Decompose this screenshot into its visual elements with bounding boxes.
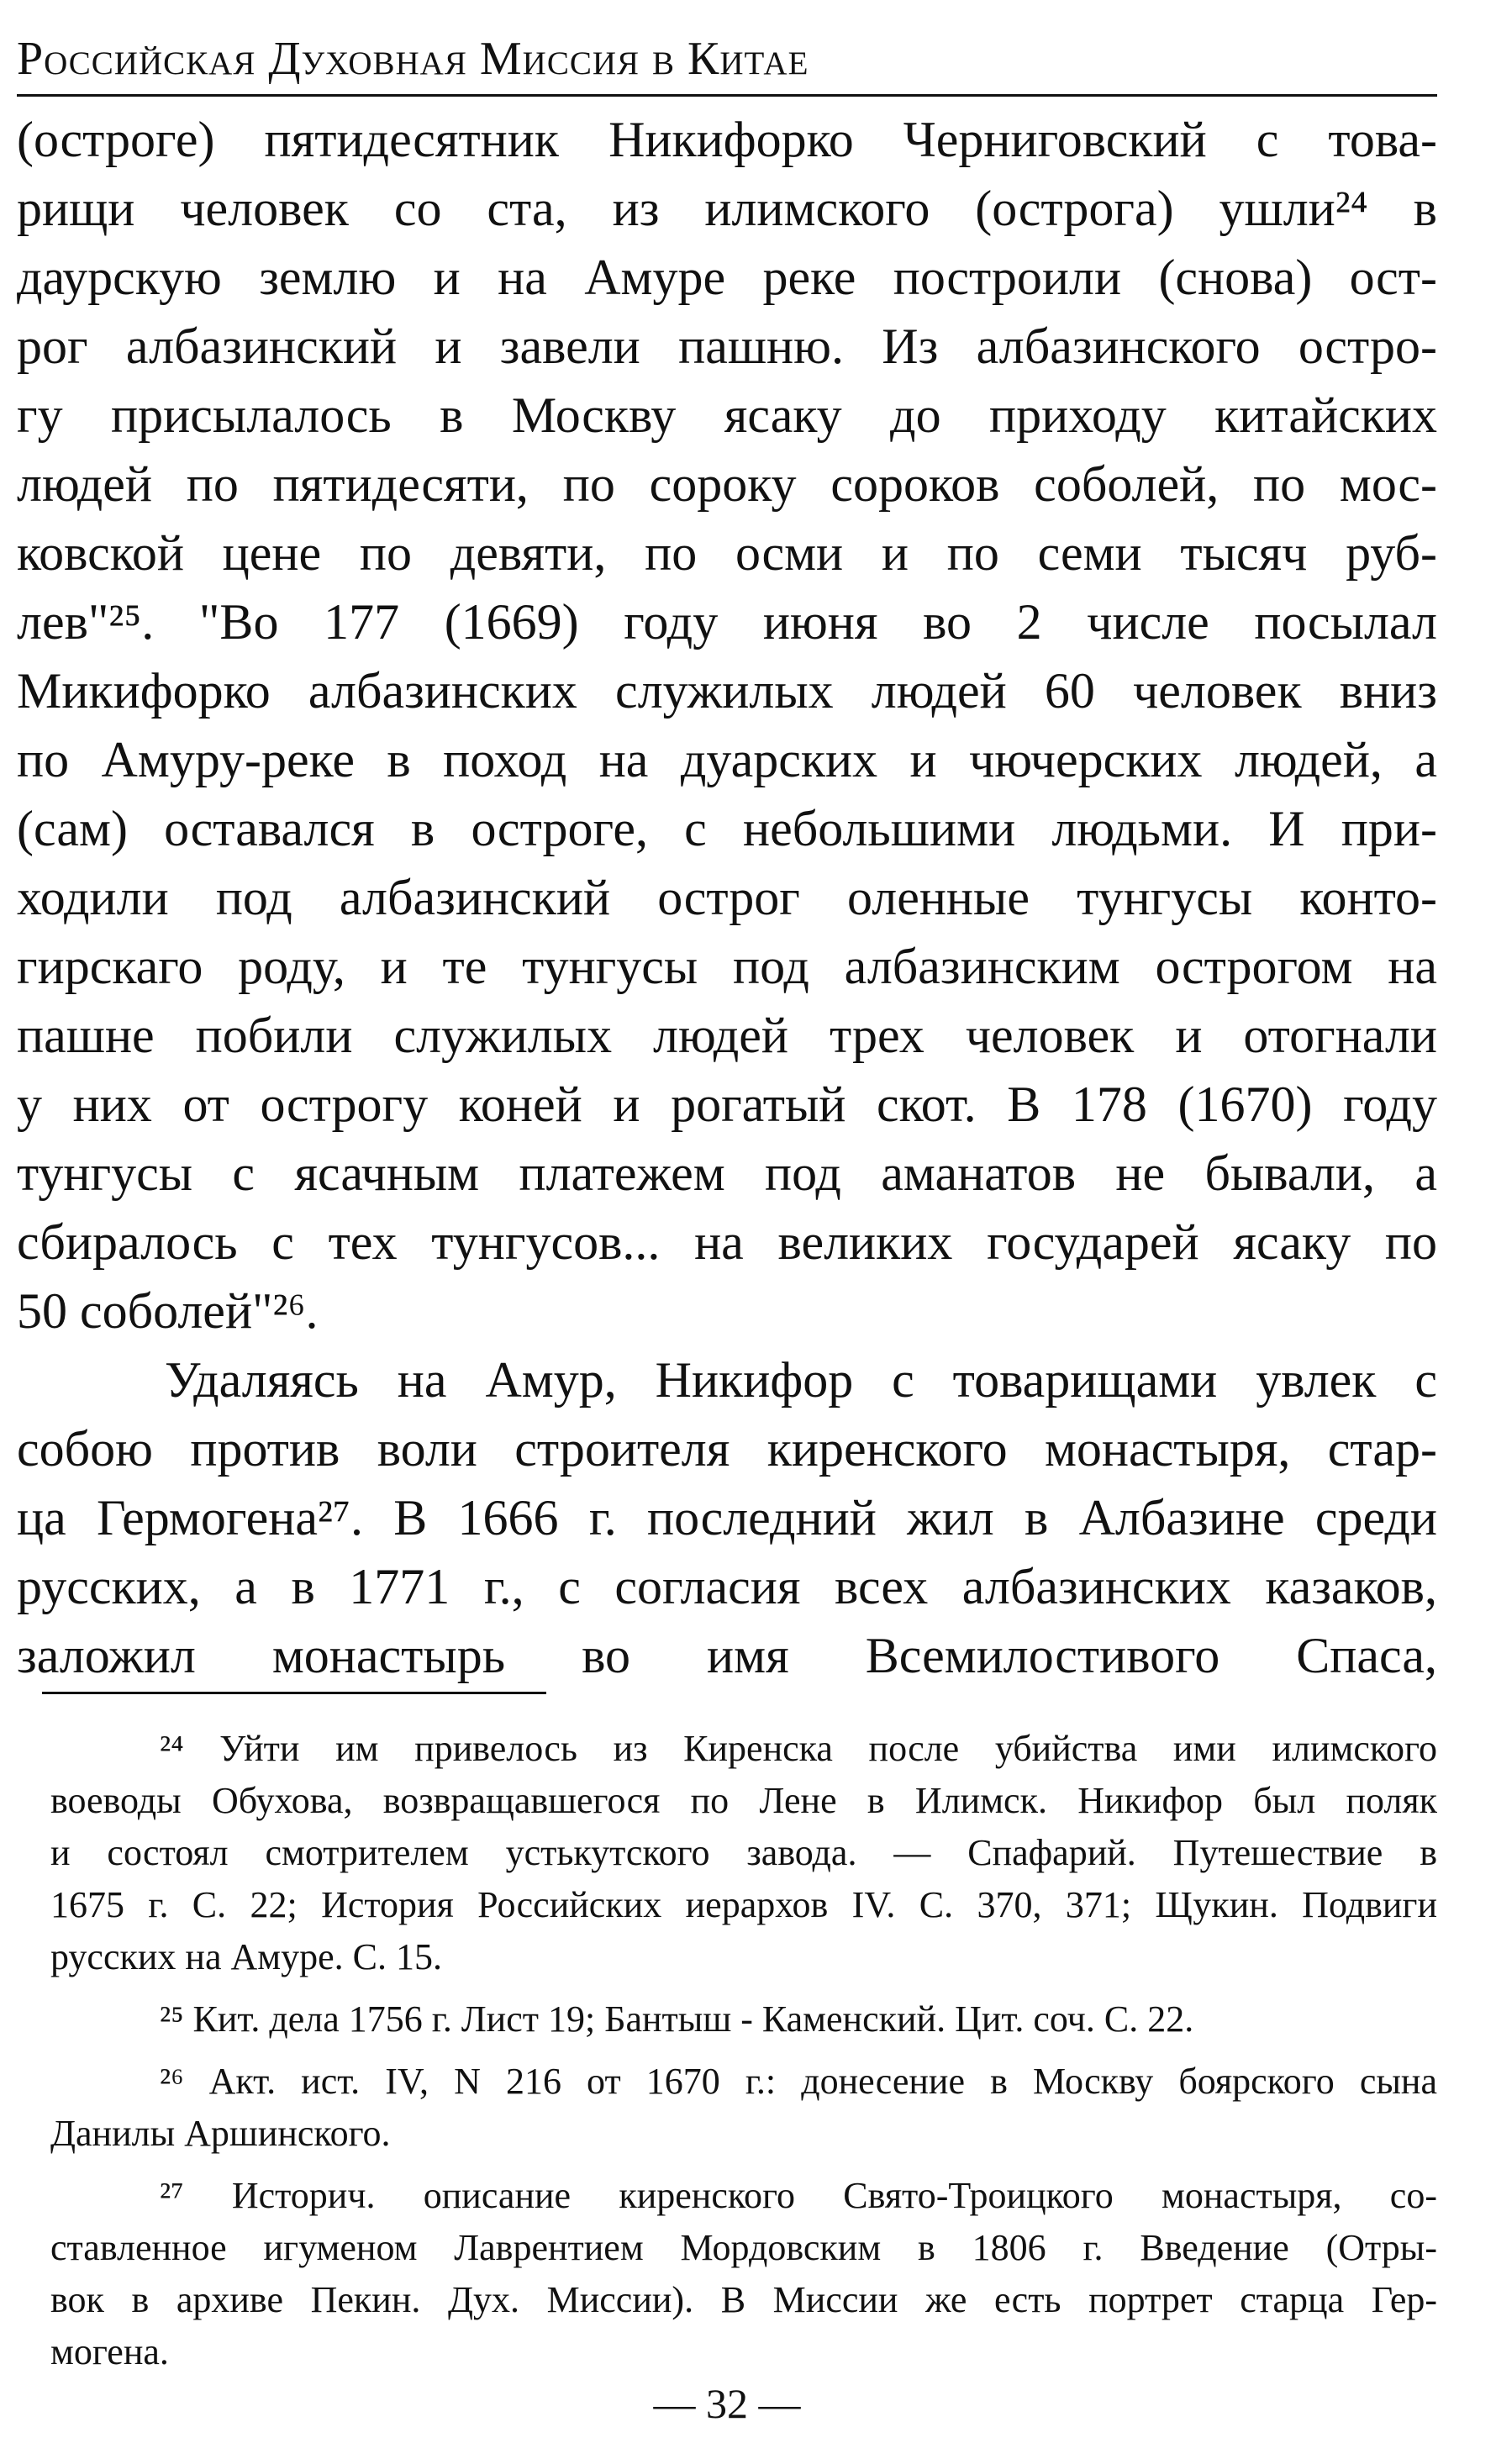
text-line: гу присылалось в Москву ясаку до приходу китайских (17, 387, 1437, 443)
footnote-25 (50, 1993, 1437, 2045)
header-rule (17, 94, 1437, 97)
text-line: ца Гермогена²⁷. В 1666 г. последний жил в Албазине среди (17, 1490, 1437, 1545)
footnote-line: Данилы Аршинского. (50, 2113, 391, 2154)
text-line: ходили под албазинский острог оленные тунгусы конто- (17, 870, 1437, 925)
text-line: Микифорко албазинских служилых людей 60 человек вниз (17, 663, 1437, 719)
footnote-line: ²⁶ Акт. ист. IV, N 216 от 1670 г.: донесение в Москву боярского сына (160, 2061, 1437, 2102)
main-text (17, 105, 1437, 1690)
text-line: собою против воли строителя киренского монастыря, стар- (17, 1421, 1437, 1477)
footnotes (50, 1723, 1437, 2388)
footnote-24 (50, 1723, 1437, 1983)
text-line: тунгусы с ясачным платежем под аманатов не бывали, а (17, 1145, 1437, 1201)
footnote-line: русских на Амуре. С. 15. (50, 1936, 442, 1977)
text-line: рог албазинский и завели пашню. Из албазинского остро- (17, 319, 1437, 374)
footnote-line: воеводы Обухова, возвращавшегося по Лене в Илимск. Никифор был поляк (50, 1780, 1437, 1821)
footnote-26 (50, 2056, 1437, 2160)
text-line: (сам) оставался в остроге, с небольшими людьми. И при- (17, 801, 1437, 856)
text-line: русских, а в 1771 г., с согласия всех албазинских казаков, (17, 1559, 1437, 1614)
text-line: (остроге) пятидесятник Никифорко Черниговский с това- (17, 112, 1437, 167)
text-line: лев"²⁵. "Во 177 (1669) году июня во 2 числе посылал (17, 594, 1437, 650)
text-line: пашне побили служилых людей трех человек и отогнали (17, 1008, 1437, 1063)
footnote-27 (50, 2170, 1437, 2378)
footnote-line: ²⁷ Историч. описание киренского Свято-Троицкого монастыря, со- (160, 2175, 1437, 2216)
footnote-line: вок в архиве Пекин. Дух. Миссии). В Миссии же есть портрет старца Гер- (50, 2279, 1437, 2320)
paragraph-first-line: Удаляясь на Амур, Никифор с товарищами увлек с (165, 1352, 1437, 1408)
text-line: людей по пятидесяти, по сороку сороков соболей, по мос- (17, 456, 1437, 512)
text-line: заложил монастырь во имя Всемилостивого Спаса, (17, 1628, 1437, 1683)
text-line: ковской цене по девяти, по осми и по семи тысяч руб- (17, 525, 1437, 581)
footnote-line: могена. (50, 2331, 169, 2372)
footnote-separator (42, 1692, 546, 1694)
running-head: Российская Духовная Миссия в Китае (17, 33, 809, 85)
text-line: рищи человек со ста, из илимского (острога) ушли²⁴ в (17, 181, 1437, 236)
text-line: 50 соболей"²⁶. (17, 1283, 319, 1339)
text-line: по Амуру-реке в поход на дуарских и чючерских людей, а (17, 732, 1437, 787)
text-line: у них от острогу коней и рогатый скот. В 178 (1670) году (17, 1077, 1437, 1132)
text-line: сбиралось с тех тунгусов... на великих государей ясаку по (17, 1214, 1437, 1270)
footnote-line: и состоял смотрителем устькутского завода. — Спафарий. Путешествие в (50, 1832, 1437, 1873)
text-line: гирскаго роду, и те тунгусы под албазинским острогом на (17, 939, 1437, 994)
book-page (17, 0, 1479, 2464)
footnote-line: ставленное игуменом Лаврентием Мордовским в 1806 г. Введение (Отры- (50, 2227, 1437, 2268)
footnote-line: ²⁵ Кит. дела 1756 г. Лист 19; Бантыш - Каменский. Цит. соч. С. 22. (160, 1998, 1194, 2040)
footnote-line: 1675 г. С. 22; История Российских иерархов IV. С. 370, 371; Щукин. Подвиги (50, 1884, 1437, 1925)
text-line: даурскую землю и на Амуре реке построили (снова) ост- (17, 250, 1437, 305)
footnote-line: ²⁴ Уйти им привелось из Киренска после убийства ими илимского (160, 1728, 1437, 1769)
page-number: — 32 — (653, 2380, 801, 2427)
